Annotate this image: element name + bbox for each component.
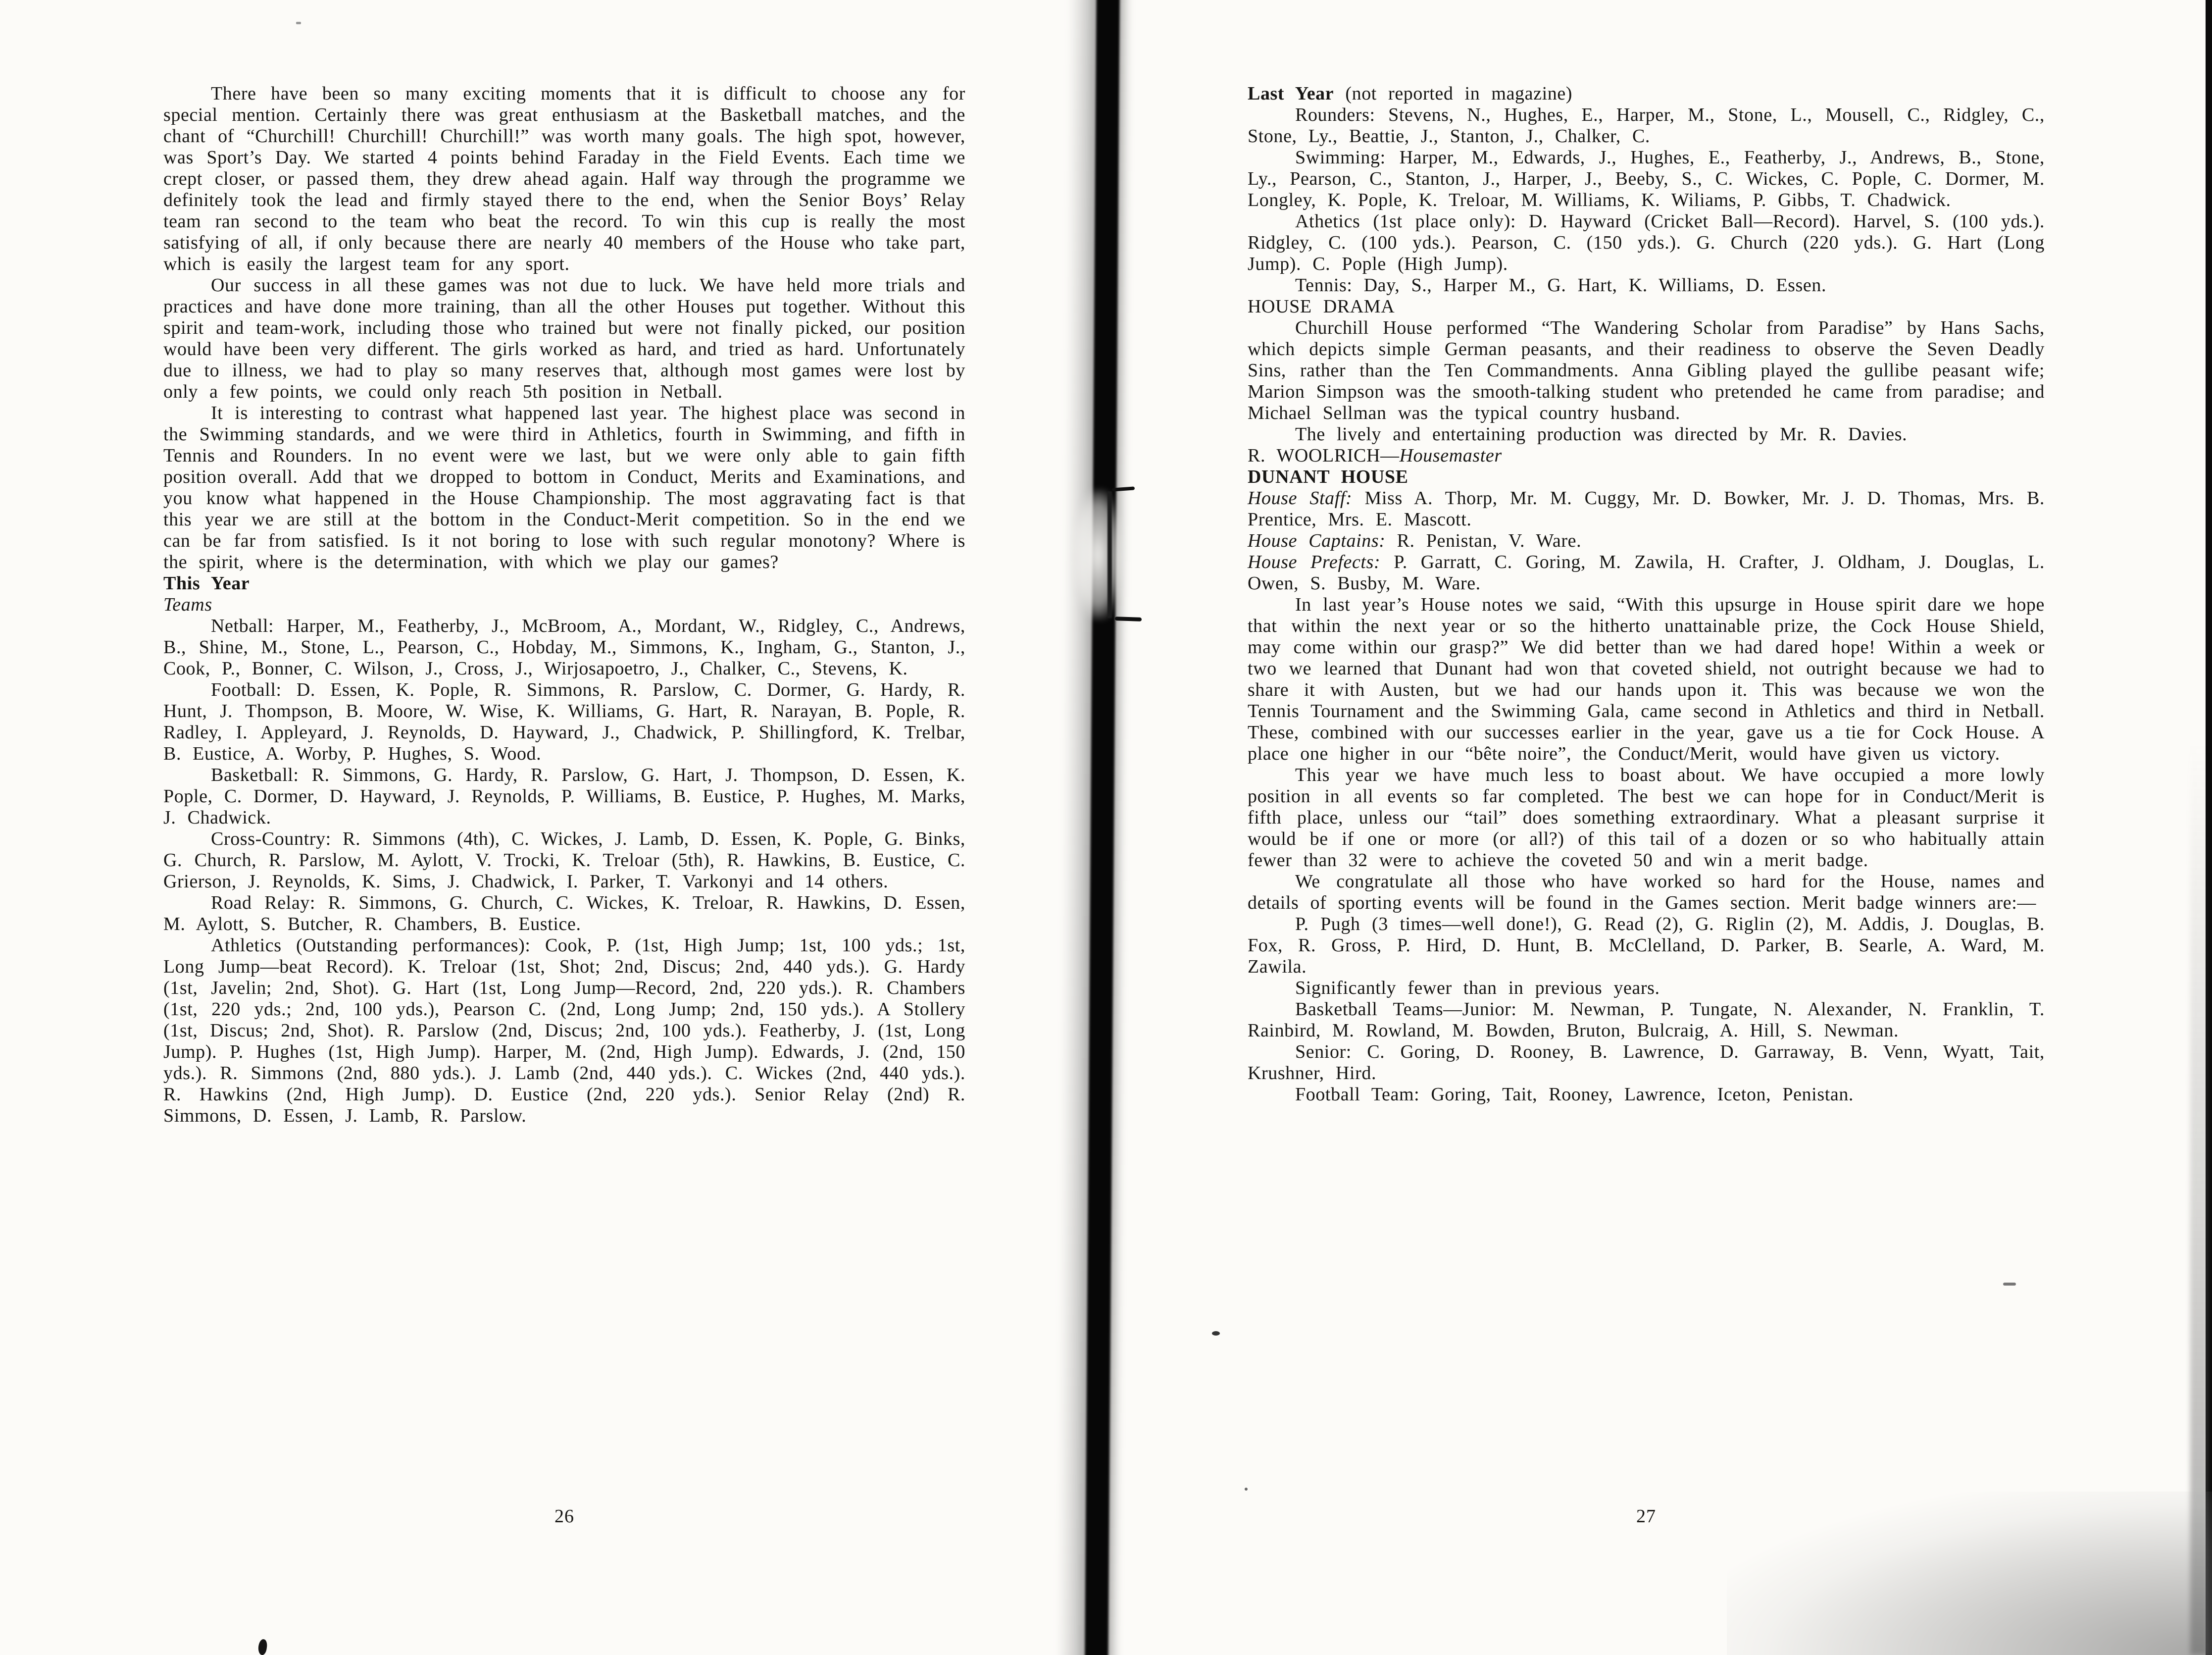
gutter-highlight-pinch: [1074, 490, 1121, 619]
ink-speck: [1212, 1331, 1220, 1336]
team-rounders: Rounders: Stevens, N., Hughes, E., Harper, M., Stone, L., Mousell, C., Ridgley, C., Stone, Ly., Beattie, J., Stanton, J., Chalker, C.: [1248, 104, 2045, 147]
paragraph-fewer: Significantly fewer than in previous years.: [1295, 978, 1660, 998]
house-staff-value: Miss A. Thorp, Mr. M. Cuggy, Mr. D. Bowker, Mr. J. D. Thomas, Mrs. B. Prentice, Mrs. E. Mascott.: [1248, 488, 2045, 530]
house-prefects-value: P. Garratt, C. Goring, M. Zawila, H. Crafter, J. Oldham, J. Douglas, L. Owen, S. Busby, M. Ware.: [1248, 552, 2045, 594]
ink-speck: [2003, 1283, 2016, 1286]
team-swimming: Swimming: Harper, M., Edwards, J., Hughes, E., Featherby, J., Andrews, B., Stone, Ly., Pearson, C., Stanton, J., Harper, J., Beeby, S., C. Wickes, C. Pople, C. Dormer, M. Longley, K. Pople, K. Treloar, M. Williams, K. Wiliams, P. Gibbs, T. Chadwick.: [1248, 147, 2045, 210]
last-year-title: Last Year: [1248, 83, 1334, 104]
teams-label: Teams: [163, 594, 212, 615]
team-road-relay: Road Relay: R. Simmons, G. Church, C. Wickes, K. Treloar, R. Hawkins, D. Essen, M. Aylott, S. Butcher, R. Chambers, B. Eustice.: [163, 892, 965, 934]
paragraph-congratulate: We congratulate all those who have worked so hard for the House, names and details of sporting events will be found in the Games section. Merit badge winners are:—: [1248, 871, 2045, 913]
page-number-26: 26: [554, 1506, 574, 1527]
last-year-heading: [1248, 83, 2045, 104]
team-football: Football: D. Essen, K. Pople, R. Simmons, R. Parslow, C. Dormer, G. Hardy, R. Hunt, J. Thompson, B. Moore, W. Wise, K. Williams, G. Hart, R. Narayan, B. Pople, R. Radley, I. Appleyard, J. Reynolds, D. Hayward, J., Chadwick, P. Shillingford, K. Trelbar, B. Eustice, A. Worby, P. Hughes, S. Wood.: [163, 679, 965, 764]
signature-name: R. WOOLRICH—: [1248, 445, 1400, 466]
signature-role: Housemaster: [1399, 445, 1502, 466]
scan-corner-noise: [1727, 1492, 2212, 1655]
housemaster-signature: [1248, 445, 2045, 466]
this-year-heading: This Year: [163, 573, 250, 594]
house-staff-line: [1248, 488, 2045, 530]
house-prefects-line: [1248, 552, 2045, 594]
paragraph-football-team: Football Team: Goring, Tait, Rooney, Lawrence, Iceton, Penistan.: [1295, 1084, 1854, 1105]
paragraph-merit-badges: P. Pugh (3 times—well done!), G. Read (2), G. Riglin (2), M. Addis, J. Douglas, B. Fox, R. Gross, P. Hird, D. Hunt, B. McClelland, D. Parker, B. Searle, A. Ward, M. Zawila.: [1248, 914, 2045, 977]
ink-speck: [1245, 1488, 1248, 1491]
house-captains-value: R. Penistan, V. Ware.: [1385, 530, 1582, 551]
paragraph-drama-director: The lively and entertaining production was directed by Mr. R. Davies.: [1295, 424, 1908, 445]
house-drama-heading: HOUSE DRAMA: [1248, 296, 1395, 317]
house-captains-label: House Captains:: [1248, 530, 1386, 551]
paragraph-churchill-success: Our success in all these games was not due to luck. We have held more trials and practices and have done more training, than all the other Houses put together. Without this spirit and team-work, including those who trained but were not finally picked, our position would have been very different. The girls worked as hard, and tried as hard. Unfortunately due to illness, we had to play so many reserves that, although most games were lost by only a few points, we could only reach 5th position in Netball.: [163, 275, 965, 402]
house-captains-line: [1248, 530, 2045, 552]
team-cross-country: Cross-Country: R. Simmons (4th), C. Wickes, J. Lamb, D. Essen, K. Pople, G. Binks, G. Church, R. Parslow, M. Aylott, V. Trocki, K. Treloar (5th), R. Hawkins, B. Eustice, C. Grierson, J. Reynolds, K. Sims, J. Chadwick, I. Parker, T. Varkonyi and 14 others.: [163, 828, 965, 892]
paragraph-churchill-moments: There have been so many exciting moments that it is difficult to choose any for special mention. Certainly there was great enthusiasm at the Basketball matches, and the chant of “Churchill! Churchill! Churchill!” was worth many goals. The high spot, however, was Sport’s Day. We started 4 points behind Faraday in the Field Events. Each time we crept closer, or passed them, they drew ahead again. Half way through the programme we definitely took the lead and firmly stayed there to the end, when the Senior Boys’ Relay team ran second to the team who beat the record. To win this cup is really the most satisfying of all, if only because there are nearly 40 members of the House who take part, which is easily the largest team for any sport.: [163, 83, 965, 274]
page-26: [163, 83, 965, 1527]
page-number-27: 27: [1636, 1506, 1656, 1527]
gutter-pinch-line: [1107, 491, 1112, 618]
team-athetics: Athetics (1st place only): D. Hayward (Cricket Ball—Record). Harvel, S. (100 yds.). Ridgley, C. (100 yds.). Pearson, C. (150 yds.). G. Church (220 yds.). G. Hart (Long Jump). C. Pople (High Jump).: [1248, 211, 2045, 274]
paragraph-basketball-senior: Senior: C. Goring, D. Rooney, B. Lawrence, D. Garraway, B. Venn, Wyatt, Tait, Krushner, Hird.: [1248, 1041, 2045, 1084]
dunant-house-heading: DUNANT HOUSE: [1248, 466, 1408, 487]
house-staff-label: House Staff:: [1248, 488, 1353, 509]
ink-speck: [257, 1639, 268, 1655]
team-tennis: Tennis: Day, S., Harper M., G. Hart, K. Williams, D. Essen.: [1295, 275, 1827, 296]
paragraph-dunant-last-year: In last year’s House notes we said, “With this upsurge in House spirit dare we hope that within the next year or so the hitherto unattainable prize, the Cock House Shield, may come within our grasp?” We did better than we had dared hope! Within a week or two we learned that Dunant had won that coveted shield, not outright because we had to share it with Austen, but we had our hands upon it. This was because we won the Tennis Tournament and the Swimming Gala, came second in Athletics and third in Netball. These, combined with our successes earlier in the year, gave us a tie for Cock House. A place one higher in our “bête noire”, the Conduct/Merit, would have given us victory.: [1248, 594, 2045, 764]
ink-speck: [296, 22, 301, 24]
house-prefects-label: House Prefects:: [1248, 552, 1381, 572]
page-27: [1248, 83, 2045, 1527]
team-netball: Netball: Harper, M., Featherby, J., McBroom, A., Mordant, W., Ridgley, C., Andrews, B., Shine, M., Stone, L., Pearson, C., Hobday, M., Simmons, K., Ingham, G., Stanton, J., Cook, P., Bonner, C. Wilson, J., Cross, J., Wirjosapoetro, J., Chalker, C., Stevens, K.: [163, 616, 965, 679]
team-basketball: Basketball: R. Simmons, G. Hardy, R. Parslow, G. Hart, J. Thompson, D. Essen, K. Pople, C. Dormer, D. Hayward, J. Reynolds, P. Williams, B. Eustice, P. Hughes, M. Marks, J. Chadwick.: [163, 765, 965, 828]
paragraph-churchill-contrast: It is interesting to contrast what happened last year. The highest place was second in the Swimming standards, and we were third in Athletics, fourth in Swimming, and fifth in Tennis and Rounders. In no event were we last, but we were only able to gain fifth position overall. Add that we dropped to bottom in Conduct, Merits and Examinations, and you know what happened in the House Championship. The most aggravating fact is that this year we are still at the bottom in the Conduct-Merit competition. So in the end we can be far from satisfied. Is it not boring to lose with such regular monotony? Where is the spirit, where is the determination, with which we play our games?: [163, 403, 965, 572]
team-athletics: Athletics (Outstanding performances): Cook, P. (1st, High Jump; 1st, 100 yds.; 1st, Long Jump—beat Record). K. Treloar (1st, Shot; 2nd, Discus; 2nd, 440 yds.). G. Hardy (1st, Javelin; 2nd, Shot). G. Hart (1st, Long Jump—Record, 2nd, 220 yds.). R. Chambers (1st, 220 yds.; 2nd, 100 yds.), Pearson C. (2nd, Long Jump; 2nd, 150 yds.). A Stollery (1st, Discus; 2nd, Shot). R. Parslow (2nd, Discus; 2nd, 100 yds.). Featherby, J. (1st, Long Jump). P. Hughes (1st, High Jump). Harper, M. (2nd, High Jump). Edwards, J. (2nd, 150 yds.). R. Simmons (2nd, 880 yds.). J. Lamb (2nd, 440 yds.). C. Wickes (2nd, 440 yds.). R. Hawkins (2nd, High Jump). D. Eustice (2nd, 220 yds.). Senior Relay (2nd) R. Simmons, D. Essen, J. Lamb, R. Parslow.: [163, 935, 965, 1126]
last-year-note: (not reported in magazine): [1334, 83, 1573, 104]
paragraph-drama: Churchill House performed “The Wandering Scholar from Paradise” by Hans Sachs, which depicts simple German peasants, and their readiness to observe the Seven Deadly Sins, rather than the Ten Commandments. Anna Gibling played the gullibe peasant wife; Marion Simpson was the smooth-talking student who pretended he came from paradise; and Michael Sellman was the typical country husband.: [1248, 317, 2045, 423]
paragraph-basketball-junior: Basketball Teams—Junior: M. Newman, P. Tungate, N. Alexander, N. Franklin, T. Rainbird, M. Rowland, M. Bowden, Bruton, Bulcraig, A. Hill, S. Newman.: [1248, 999, 2045, 1041]
paragraph-dunant-this-year: This year we have much less to boast about. We have occupied a more lowly position in all events so far completed. The best we can hope for in Conduct/Merit is fifth place, unless our “tail” does something extraordinary. What a pleasant surprise it would be if one or more (or all?) of this tail of a dozen or so who habitually attain fewer than 32 were to achieve the coveted 50 and win a merit badge.: [1248, 765, 2045, 871]
